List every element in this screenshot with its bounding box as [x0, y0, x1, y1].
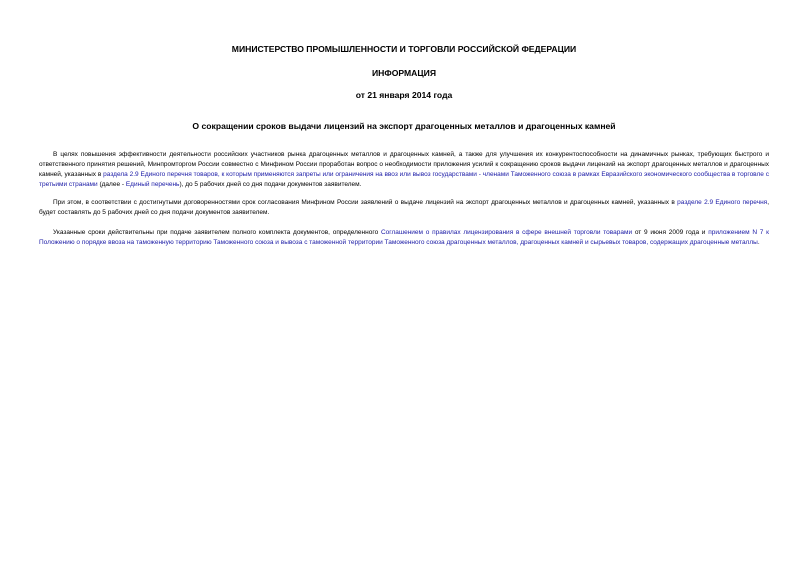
- paragraph-1-text-1: В целях повышения эффективности деятельности российских участников рынка драгоценных металлов и драгоценных камней, а также для улучшения их конкурентоспособности на динамичных рынках, требующих быстрого и ответственного принятия решений, Минпромторгом России совместно с Минфином России проработан вопрос о необходимости приложения усилий к сокращению сроков выдачи лицензий на экспорт драгоценных металлов и драгоценных камней, указанных в: [39, 151, 769, 178]
- paragraph-1: [39, 150, 769, 190]
- document-type-heading: ИНФОРМАЦИЯ: [371, 68, 437, 78]
- document-date: от 21 января 2014 года: [355, 90, 453, 100]
- link-unified-list[interactable]: Единый перечень: [125, 181, 180, 188]
- paragraph-3-text-1: Указанные сроки действительны при подаче заявителем полного комплекта документов, определенного: [53, 229, 381, 236]
- paragraph-2-text-2: , будет составлять до 5 рабочих дней со дня подачи документов заявителем.: [39, 199, 769, 216]
- ministry-heading: МИНИСТЕРСТВО ПРОМЫШЛЕННОСТИ И ТОРГОВЛИ РОССИЙСКОЙ ФЕДЕРАЦИИ: [231, 44, 577, 54]
- paragraph-1-text-2: (далее -: [97, 181, 126, 188]
- link-appendix-7-regulation[interactable]: приложением N 7 к Положению о порядке ввоза на таможенную территорию Таможенного союза и вывоза с таможенной территории Таможенного союза драгоценных металлов, драгоценных камней и сырьевых товаров, содержащих драгоценные металлы: [39, 229, 770, 246]
- link-section-2-9-unified-list[interactable]: разделе 2.9 Единого перечня: [677, 199, 768, 206]
- document-title: О сокращении сроков выдачи лицензий на экспорт драгоценных металлов и драгоценных камней: [192, 121, 616, 131]
- paragraph-2-text-1: При этом, в соответствии с достигнутыми договоренностями срок согласования Минфином России заявлений о выдаче лицензий на экспорт драгоценных металлов и драгоценных камней, указанных в: [53, 199, 678, 206]
- paragraph-2: [39, 198, 769, 218]
- link-unified-list-section-2-9[interactable]: раздела 2.9 Единого перечня товаров, к которым применяются запреты или ограничения на ввоз или вывоз государствами - членами Таможенного союза в рамках Евразийского экономического сообщества в торговле с третьими странами: [39, 171, 769, 188]
- link-licensing-agreement[interactable]: Соглашением о правилах лицензирования в сфере внешней торговли товарами: [380, 229, 633, 236]
- paragraph-3-text-2: от 9 июня 2009 года и: [632, 229, 709, 236]
- paragraph-1-text-3: ), до 5 рабочих дней со дня подачи документов заявителем.: [179, 181, 362, 188]
- paragraph-3-text-3: .: [757, 239, 760, 246]
- paragraph-3: [39, 228, 769, 248]
- document-page: [39, 44, 769, 248]
